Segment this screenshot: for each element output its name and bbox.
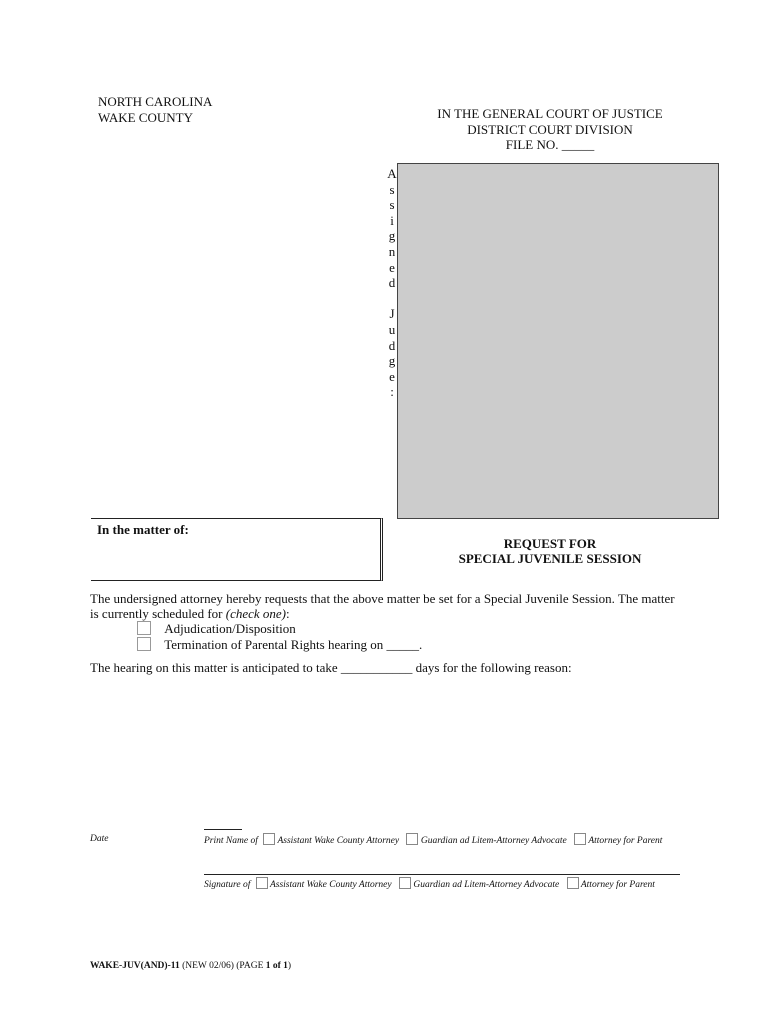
assigned-judge-letter: u — [388, 321, 396, 337]
court-heading: IN THE GENERAL COURT OF JUSTICE — [437, 106, 663, 121]
assigned-judge-letter: s — [389, 197, 395, 213]
page-number: 1 of 1 — [265, 961, 288, 971]
form-revision: (NEW 02/06) (PAGE — [179, 961, 266, 971]
matter-box — [91, 518, 383, 581]
matter-label: In the matter of: — [97, 522, 189, 537]
sig-asst-county-attorney-label: Assistant Wake County Attorney — [269, 880, 392, 890]
county-heading: WAKE COUNTY — [98, 110, 193, 125]
form-id: WAKE-JUV(AND)-11 — [90, 961, 180, 971]
print-name-label: Print Name of — [204, 836, 258, 846]
assigned-judge-box — [397, 163, 719, 519]
assigned-judge-letter: g — [388, 353, 396, 369]
assigned-judge-letter: A — [387, 166, 397, 181]
sig-gal-advocate-label: Guardian ad Litem-Attorney Advocate — [413, 880, 560, 890]
print-gal-advocate-label: Guardian ad Litem-Attorney Advocate — [420, 836, 567, 846]
assigned-judge-letter: e — [389, 368, 395, 384]
print-name-row — [204, 833, 662, 847]
termination-label: Termination of Parental Rights hearing on _____. — [164, 637, 423, 652]
form-title-line1: REQUEST FOR — [503, 536, 597, 551]
form-footer — [90, 961, 291, 971]
adjudication-label: Adjudication/Disposition — [164, 621, 296, 636]
footer-close: ) — [287, 961, 292, 971]
print-gal-advocate-checkbox[interactable] — [406, 833, 418, 845]
colon-text: : — [286, 606, 290, 621]
check-one-hint: (check one) — [225, 606, 286, 621]
sig-gal-advocate-checkbox[interactable] — [399, 877, 411, 889]
assigned-judge-letter: i — [390, 212, 394, 228]
print-name-rule — [204, 829, 242, 830]
assigned-judge-letter: g — [388, 228, 396, 244]
assigned-judge-letter: s — [389, 181, 395, 197]
print-asst-county-attorney-checkbox[interactable] — [263, 833, 275, 845]
assigned-judge-letter: J — [389, 306, 395, 322]
print-asst-county-attorney-label: Assistant Wake County Attorney — [277, 836, 400, 846]
print-attorney-parent-checkbox[interactable] — [574, 833, 586, 845]
assigned-judge-letter: e — [389, 259, 395, 275]
sig-attorney-parent-label: Attorney for Parent — [580, 880, 655, 890]
assigned-judge-letter: d — [388, 337, 396, 353]
scheduled-text: is currently scheduled for — [90, 606, 226, 621]
sig-attorney-parent-checkbox[interactable] — [567, 877, 579, 889]
division-heading: DISTRICT COURT DIVISION — [467, 122, 633, 137]
file-number: FILE NO. _____ — [505, 137, 595, 152]
state-heading: NORTH CAROLINA — [98, 94, 213, 109]
request-paragraph-line2 — [90, 606, 290, 622]
option-termination[interactable] — [137, 637, 422, 653]
signature-label: Signature of — [204, 880, 251, 890]
assigned-judge-letter: : — [390, 384, 394, 400]
signature-row — [204, 877, 655, 891]
assigned-judge-letter: n — [388, 243, 396, 259]
form-title-line2: SPECIAL JUVENILE SESSION — [458, 551, 642, 566]
request-paragraph-line1: The undersigned attorney hereby requests that the above matter be set for a Special Juvenile Session. The matter — [90, 591, 675, 606]
termination-checkbox[interactable] — [137, 637, 151, 651]
duration-paragraph: The hearing on this matter is anticipated to take ___________ days for the following reason: — [90, 660, 572, 675]
date-label: Date — [90, 834, 109, 844]
sig-asst-county-attorney-checkbox[interactable] — [256, 877, 268, 889]
adjudication-checkbox[interactable] — [137, 621, 151, 635]
assigned-judge-letter: d — [388, 275, 396, 291]
signature-rule — [204, 874, 680, 875]
print-attorney-parent-label: Attorney for Parent — [588, 836, 663, 846]
option-adjudication[interactable] — [137, 621, 296, 637]
